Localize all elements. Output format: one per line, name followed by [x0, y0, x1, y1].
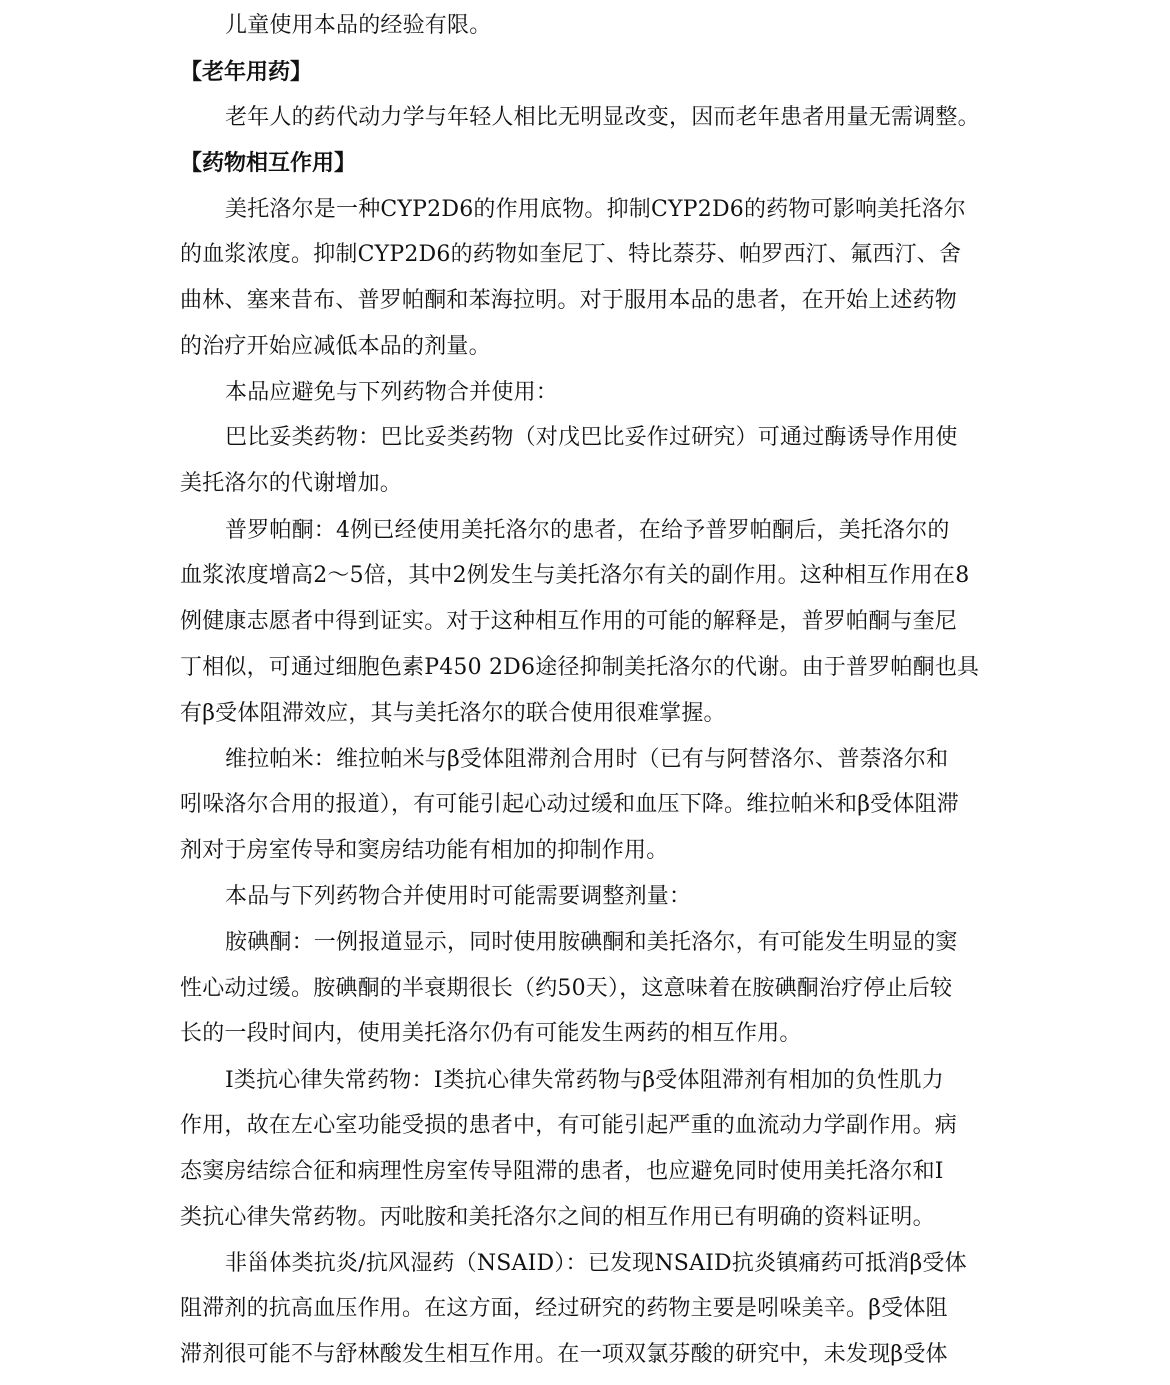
text-line: 曲林、塞来昔布、普罗帕酮和苯海拉明。对于服用本品的患者，在开始上述药物 [180, 288, 958, 313]
text-line: 本品与下列药物合并使用时可能需要调整剂量： [225, 884, 692, 909]
text-line: 巴比妥类药物：巴比妥类药物（对戊巴比妥作过研究）可通过酶诱导作用使 [225, 425, 958, 450]
text-line: 血浆浓度增高2～5倍，其中2例发生与美托洛尔有关的副作用。这种相互作用在8 [180, 563, 970, 588]
text-line: 长的一段时间内，使用美托洛尔仍有可能发生两药的相互作用。 [180, 1021, 802, 1046]
text-line: 类抗心律失常药物。丙吡胺和美托洛尔之间的相互作用已有明确的资料证明。 [180, 1205, 935, 1230]
text-line: 有β受体阻滞效应，其与美托洛尔的联合使用很难掌握。 [180, 701, 726, 726]
text-line: 滞剂很可能不与舒林酸发生相互作用。在一项双氯芬酸的研究中，未发现β受体 [180, 1342, 948, 1367]
section-heading-elderly: 【老年用药】 [180, 59, 313, 85]
section-heading-interactions: 【药物相互作用】 [180, 150, 357, 176]
text-line: 胺碘酮：一例报道显示，同时使用胺碘酮和美托洛尔，有可能发生明显的窦 [225, 930, 958, 955]
text-line: 美托洛尔是一种CYP2D6的作用底物。抑制CYP2D6的药物可影响美托洛尔 [225, 197, 966, 222]
text-line: 维拉帕米：维拉帕米与β受体阻滞剂合用时（已有与阿替洛尔、普萘洛尔和 [225, 747, 949, 772]
text-line: 丁相似，可通过细胞色素P450 2D6途径抑制美托洛尔的代谢。由于普罗帕酮也具 [180, 655, 980, 680]
text-line: 普罗帕酮：4例已经使用美托洛尔的患者，在给予普罗帕酮后，美托洛尔的 [225, 518, 950, 543]
text-line: 的治疗开始应减低本品的剂量。 [180, 334, 491, 359]
text-line: 本品应避免与下列药物合并使用： [225, 380, 559, 405]
text-line: 阻滞剂的抗高血压作用。在这方面，经过研究的药物主要是吲哚美辛。β受体阻 [180, 1296, 948, 1321]
text-line: 性心动过缓。胺碘酮的半衰期很长（约50天），这意味着在胺碘酮治疗停止后较 [180, 976, 953, 1001]
text-line: 的血浆浓度。抑制CYP2D6的药物如奎尼丁、特比萘芬、帕罗西汀、氟西汀、舍 [180, 242, 962, 267]
text-line: 儿童使用本品的经验有限。 [225, 13, 492, 38]
text-line: 美托洛尔的代谢增加。 [180, 471, 403, 496]
text-line: 剂对于房室传导和窦房结功能有相加的抑制作用。 [180, 838, 669, 863]
text-line: 态窦房结综合征和病理性房室传导阻滞的患者，也应避免同时使用美托洛尔和I [180, 1159, 944, 1184]
text-line: 例健康志愿者中得到证实。对于这种相互作用的可能的解释是，普罗帕酮与奎尼 [180, 609, 958, 634]
text-line: 非甾体类抗炎/抗风湿药（NSAID）：已发现NSAID抗炎镇痛药可抵消β受体 [225, 1251, 967, 1276]
text-line: 吲哚洛尔合用的报道），有可能引起心动过缓和血压下降。维拉帕米和β受体阻滞 [180, 792, 959, 817]
text-line: 作用，故在左心室功能受损的患者中，有可能引起严重的血流动力学副作用。病 [180, 1113, 958, 1138]
text-line: 老年人的药代动力学与年轻人相比无明显改变，因而老年患者用量无需调整。 [225, 105, 980, 130]
text-line: I类抗心律失常药物：I类抗心律失常药物与β受体阻滞剂有相加的负性肌力 [225, 1068, 944, 1093]
